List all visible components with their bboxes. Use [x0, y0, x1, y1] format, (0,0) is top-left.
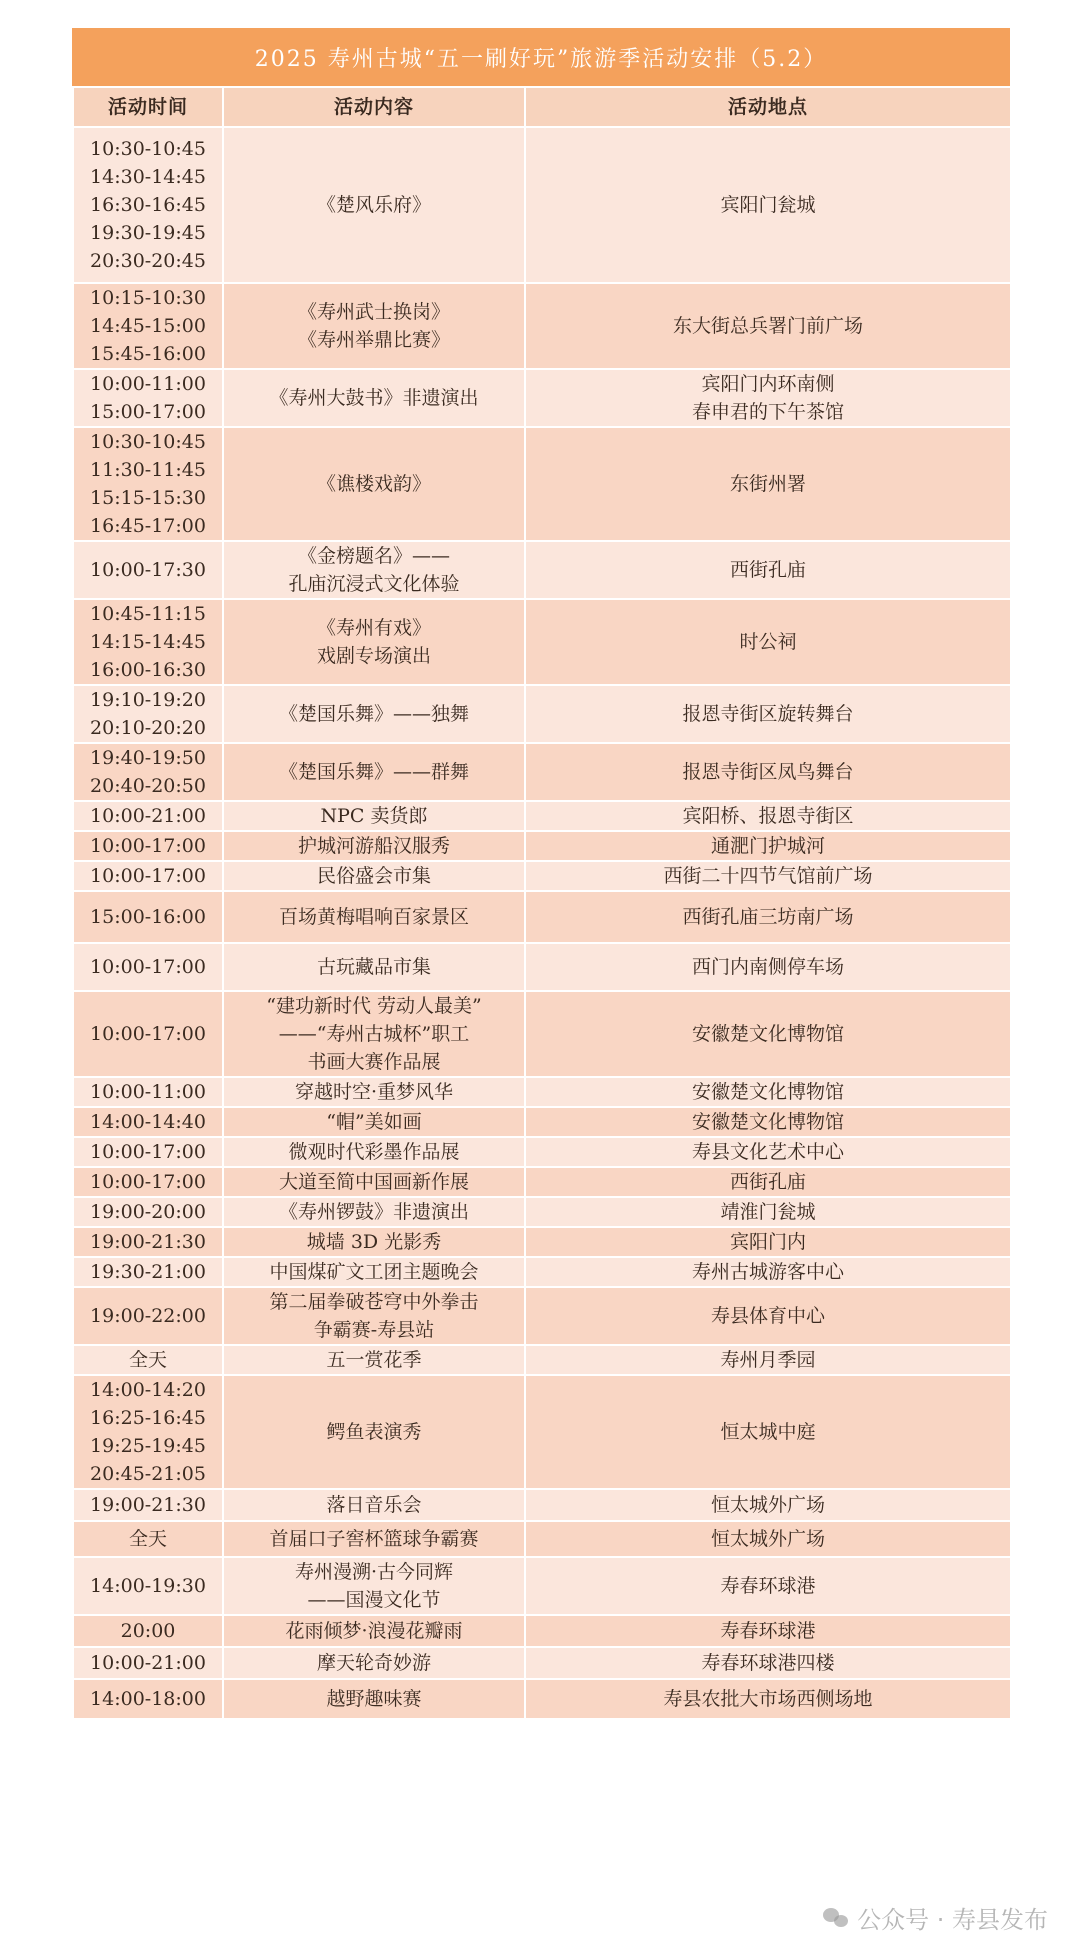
content-cell	[223, 127, 525, 283]
time-cell-line: 10:00-17:00	[90, 1023, 206, 1045]
content-cell-line: 大道至简中国画新作展	[278, 1171, 469, 1193]
content-cell	[223, 427, 525, 541]
content-cell-line: “帽”美如画	[326, 1111, 422, 1133]
time-cell	[73, 1521, 223, 1557]
time-cell	[73, 991, 223, 1077]
content-cell-line: 摩天轮奇妙游	[316, 1652, 431, 1674]
content-cell	[223, 943, 525, 991]
content-cell-line: ——国漫文化节	[307, 1589, 441, 1611]
time-cell	[73, 831, 223, 861]
time-cell	[73, 599, 223, 685]
content-cell-line: 首届口子窖杯篮球争霸赛	[269, 1528, 479, 1550]
time-cell-line: 10:30-10:45	[90, 431, 206, 453]
place-cell	[525, 943, 1011, 991]
table-row	[73, 427, 1011, 541]
content-cell-line: 《寿州大鼓书》非遗演出	[269, 387, 479, 409]
content-cell	[223, 599, 525, 685]
table-row	[73, 1137, 1011, 1167]
place-cell	[525, 1287, 1011, 1345]
place-cell-line: 西街孔庙	[729, 1171, 806, 1193]
content-cell-line: 五一赏花季	[326, 1349, 422, 1371]
place-cell	[525, 1615, 1011, 1647]
place-cell	[525, 427, 1011, 541]
content-cell	[223, 283, 525, 369]
place-cell-line: 恒太城外广场	[710, 1528, 825, 1550]
content-cell	[223, 861, 525, 891]
table-row	[73, 1521, 1011, 1557]
time-cell-line: 19:40-19:50	[90, 747, 206, 769]
time-cell	[73, 1137, 223, 1167]
place-cell-line: 报恩寺街区凤鸟舞台	[682, 761, 854, 783]
content-cell	[223, 1077, 525, 1107]
header-content: 活动内容	[223, 87, 525, 127]
time-cell-line: 19:00-22:00	[90, 1305, 206, 1327]
time-cell-line: 19:30-19:45	[90, 222, 206, 244]
time-cell-line: 14:00-14:40	[90, 1111, 206, 1133]
place-cell-line: 通淝门护城河	[710, 835, 825, 857]
time-cell	[73, 541, 223, 599]
time-cell	[73, 1489, 223, 1521]
content-cell	[223, 1107, 525, 1137]
table-row	[73, 1257, 1011, 1287]
table-row	[73, 599, 1011, 685]
content-cell	[223, 1345, 525, 1375]
place-cell-line: 西门内南侧停车场	[691, 956, 844, 978]
time-cell-line: 10:00-11:00	[90, 1081, 206, 1103]
content-cell-line: 越野趣味赛	[326, 1688, 422, 1710]
time-cell	[73, 801, 223, 831]
place-cell-line: 恒太城外广场	[710, 1494, 825, 1516]
content-cell	[223, 831, 525, 861]
place-cell-line: 寿州古城游客中心	[691, 1261, 844, 1283]
place-cell-line: 东街州署	[729, 473, 806, 495]
time-cell-line: 20:40-20:50	[90, 775, 206, 797]
content-cell-line: 穿越时空·重梦风华	[294, 1081, 454, 1103]
time-cell-line: 19:00-21:30	[90, 1231, 206, 1253]
content-cell	[223, 1615, 525, 1647]
table-row	[73, 991, 1011, 1077]
table-row	[73, 283, 1011, 369]
content-cell-line: 中国煤矿文工团主题晚会	[269, 1261, 479, 1283]
time-cell	[73, 743, 223, 801]
place-cell	[525, 1137, 1011, 1167]
schedule-rows	[73, 127, 1011, 1719]
time-cell	[73, 427, 223, 541]
content-cell	[223, 1679, 525, 1719]
time-cell-line: 20:45-21:05	[90, 1463, 206, 1485]
place-cell-line: 寿春环球港	[720, 1575, 816, 1597]
content-cell-line: 护城河游船汉服秀	[297, 835, 450, 857]
place-cell-line: 西街孔庙	[729, 559, 806, 581]
time-cell	[73, 685, 223, 743]
time-cell-line: 10:00-17:30	[90, 559, 206, 581]
content-cell-line: 孔庙沉浸式文化体验	[288, 573, 460, 595]
table-row	[73, 1107, 1011, 1137]
table-row	[73, 743, 1011, 801]
time-cell-line: 20:00	[120, 1620, 176, 1642]
place-cell-line: 宾阳门瓮城	[720, 194, 816, 216]
place-cell-line: 宾阳桥、报恩寺街区	[682, 805, 854, 827]
table-row	[73, 943, 1011, 991]
content-cell	[223, 1489, 525, 1521]
content-cell-line: NPC 卖货郎	[320, 805, 428, 827]
place-cell-line: 时公祠	[739, 631, 797, 653]
content-cell-line: 《寿州举鼎比赛》	[297, 329, 450, 351]
place-cell	[525, 127, 1011, 283]
content-cell	[223, 891, 525, 943]
time-cell-line: 16:30-16:45	[90, 194, 206, 216]
time-cell	[73, 1615, 223, 1647]
place-cell	[525, 1077, 1011, 1107]
wechat-icon	[823, 1908, 849, 1928]
schedule-sheet	[72, 28, 1010, 1720]
time-cell-line: 20:30-20:45	[90, 250, 206, 272]
content-cell-line: 《寿州有戏》	[316, 617, 431, 639]
time-cell-line: 19:30-21:00	[90, 1261, 206, 1283]
place-cell	[525, 369, 1011, 427]
time-cell	[73, 1345, 223, 1375]
place-cell-line: 西街二十四节气馆前广场	[663, 865, 873, 887]
time-cell-line: 14:30-14:45	[90, 166, 206, 188]
time-cell-line: 10:45-11:15	[90, 603, 206, 625]
table-row	[73, 891, 1011, 943]
place-cell	[525, 1557, 1011, 1615]
content-cell	[223, 1647, 525, 1679]
content-cell-line: 民俗盛会市集	[316, 865, 431, 887]
time-cell-line: 10:30-10:45	[90, 138, 206, 160]
table-row	[73, 1197, 1011, 1227]
time-cell	[73, 369, 223, 427]
time-cell	[73, 1107, 223, 1137]
time-cell-line: 19:25-19:45	[90, 1435, 206, 1457]
time-cell-line: 全天	[128, 1349, 167, 1371]
time-cell-line: 10:15-10:30	[90, 287, 206, 309]
table-row	[73, 1287, 1011, 1345]
place-cell	[525, 283, 1011, 369]
content-cell-line: 寿州漫溯·古今同辉	[294, 1561, 454, 1583]
time-cell	[73, 1647, 223, 1679]
place-cell-line: 安徽楚文化博物馆	[691, 1081, 844, 1103]
time-cell-line: 10:00-17:00	[90, 1171, 206, 1193]
place-cell-line: 宾阳门内	[729, 1231, 806, 1253]
place-cell	[525, 1489, 1011, 1521]
time-cell-line: 14:00-14:20	[90, 1379, 206, 1401]
time-cell	[73, 1679, 223, 1719]
content-cell-line: “建功新时代 劳动人最美”	[266, 995, 482, 1017]
time-cell	[73, 1167, 223, 1197]
schedule-title: 2025 寿州古城“五一刷好玩”旅游季活动安排（5.2）	[72, 28, 1010, 86]
content-cell	[223, 991, 525, 1077]
watermark-text: 公众号 · 寿县发布	[857, 1906, 1048, 1934]
place-cell	[525, 1167, 1011, 1197]
content-cell-line: 城墙 3D 光影秀	[306, 1231, 442, 1253]
time-cell-line: 15:45-16:00	[90, 343, 206, 365]
time-cell-line: 14:00-18:00	[90, 1688, 206, 1710]
content-cell-line: 百场黄梅唱响百家景区	[278, 906, 469, 928]
place-cell	[525, 1197, 1011, 1227]
content-cell-line: 花雨倾梦·浪漫花瓣雨	[285, 1620, 463, 1642]
content-cell	[223, 369, 525, 427]
time-cell-line: 16:00-16:30	[90, 659, 206, 681]
header-time: 活动时间	[73, 87, 223, 127]
content-cell	[223, 685, 525, 743]
time-cell	[73, 1375, 223, 1489]
place-cell-line: 东大街总兵署门前广场	[672, 315, 863, 337]
time-cell	[73, 1557, 223, 1615]
table-row	[73, 1489, 1011, 1521]
table-row	[73, 1679, 1011, 1719]
content-cell-line: 落日音乐会	[326, 1494, 422, 1516]
place-cell	[525, 861, 1011, 891]
content-cell-line: 《金榜题名》——	[297, 545, 450, 567]
place-cell-line: 西街孔庙三坊南广场	[682, 906, 854, 928]
place-cell-line: 寿县体育中心	[710, 1305, 825, 1327]
table-row	[73, 801, 1011, 831]
table-row	[73, 1557, 1011, 1615]
content-cell-line: 微观时代彩墨作品展	[288, 1141, 460, 1163]
content-cell-line: 书画大赛作品展	[307, 1051, 441, 1073]
content-cell	[223, 1227, 525, 1257]
place-cell	[525, 685, 1011, 743]
place-cell	[525, 831, 1011, 861]
place-cell-line: 寿春环球港	[720, 1620, 816, 1642]
table-row	[73, 541, 1011, 599]
time-cell-line: 11:30-11:45	[90, 459, 206, 481]
time-cell	[73, 127, 223, 283]
time-cell-line: 16:45-17:00	[90, 515, 206, 537]
content-cell	[223, 743, 525, 801]
time-cell	[73, 1257, 223, 1287]
time-cell	[73, 1197, 223, 1227]
table-header-row	[73, 87, 1011, 127]
table-row	[73, 685, 1011, 743]
place-cell	[525, 1647, 1011, 1679]
content-cell	[223, 1375, 525, 1489]
place-cell	[525, 599, 1011, 685]
time-cell-line: 15:15-15:30	[90, 487, 206, 509]
place-cell-line: 寿州月季园	[720, 1349, 816, 1371]
place-cell	[525, 1679, 1011, 1719]
watermark	[823, 1900, 1048, 1935]
place-cell	[525, 991, 1011, 1077]
time-cell	[73, 1287, 223, 1345]
time-cell-line: 20:10-20:20	[90, 717, 206, 739]
content-cell	[223, 1137, 525, 1167]
time-cell-line: 15:00-16:00	[90, 906, 206, 928]
place-cell-line: 寿春环球港四楼	[701, 1652, 835, 1674]
time-cell-line: 14:45-15:00	[90, 315, 206, 337]
table-row	[73, 831, 1011, 861]
table-row	[73, 1615, 1011, 1647]
time-cell-line: 14:15-14:45	[90, 631, 206, 653]
table-row	[73, 1375, 1011, 1489]
content-cell-line: 争霸赛-寿县站	[313, 1319, 435, 1341]
time-cell-line: 19:00-20:00	[90, 1201, 206, 1223]
time-cell-line: 19:10-19:20	[90, 689, 206, 711]
content-cell-line: 《寿州锣鼓》非遗演出	[278, 1201, 469, 1223]
time-cell	[73, 1077, 223, 1107]
time-cell-line: 10:00-17:00	[90, 956, 206, 978]
place-cell	[525, 1257, 1011, 1287]
content-cell-line: 《楚国乐舞》——独舞	[278, 703, 469, 725]
content-cell	[223, 1557, 525, 1615]
schedule-table	[72, 86, 1012, 1720]
place-cell-line: 报恩寺街区旋转舞台	[682, 703, 854, 725]
time-cell-line: 全天	[128, 1528, 167, 1550]
content-cell-line: 《楚国乐舞》——群舞	[278, 761, 469, 783]
time-cell	[73, 943, 223, 991]
table-row	[73, 1077, 1011, 1107]
table-row	[73, 1227, 1011, 1257]
header-place: 活动地点	[525, 87, 1011, 127]
content-cell-line: 第二届拳破苍穹中外拳击	[269, 1291, 479, 1313]
place-cell-line: 寿县文化艺术中心	[691, 1141, 844, 1163]
table-row	[73, 1345, 1011, 1375]
time-cell-line: 10:00-17:00	[90, 1141, 206, 1163]
table-row	[73, 1647, 1011, 1679]
place-cell-line: 安徽楚文化博物馆	[691, 1023, 844, 1045]
place-cell	[525, 1345, 1011, 1375]
content-cell	[223, 1197, 525, 1227]
table-row	[73, 369, 1011, 427]
content-cell	[223, 541, 525, 599]
place-cell-line: 寿县农批大市场西侧场地	[663, 1688, 873, 1710]
place-cell-line: 春申君的下午茶馆	[691, 401, 844, 423]
table-row	[73, 861, 1011, 891]
time-cell	[73, 283, 223, 369]
time-cell	[73, 891, 223, 943]
place-cell	[525, 1375, 1011, 1489]
content-cell	[223, 1257, 525, 1287]
place-cell	[525, 801, 1011, 831]
place-cell	[525, 1227, 1011, 1257]
content-cell-line: 戏剧专场演出	[316, 645, 431, 667]
content-cell-line: 鳄鱼表演秀	[326, 1421, 422, 1443]
place-cell-line: 宾阳门内环南侧	[701, 373, 835, 395]
place-cell	[525, 1107, 1011, 1137]
content-cell	[223, 1287, 525, 1345]
place-cell	[525, 743, 1011, 801]
content-cell	[223, 1521, 525, 1557]
content-cell-line: ——“寿州古城杯”职工	[278, 1023, 470, 1045]
content-cell-line: 《谯楼戏韵》	[316, 473, 431, 495]
place-cell	[525, 891, 1011, 943]
place-cell	[525, 1521, 1011, 1557]
time-cell-line: 19:00-21:30	[90, 1494, 206, 1516]
content-cell-line: 古玩藏品市集	[316, 956, 431, 978]
table-row	[73, 1167, 1011, 1197]
place-cell-line: 靖淮门瓮城	[720, 1201, 816, 1223]
time-cell	[73, 861, 223, 891]
time-cell-line: 16:25-16:45	[90, 1407, 206, 1429]
content-cell	[223, 1167, 525, 1197]
time-cell	[73, 1227, 223, 1257]
time-cell-line: 10:00-17:00	[90, 865, 206, 887]
time-cell-line: 10:00-21:00	[90, 1652, 206, 1674]
time-cell-line: 10:00-17:00	[90, 835, 206, 857]
content-cell	[223, 801, 525, 831]
content-cell-line: 《寿州武士换岗》	[297, 301, 450, 323]
content-cell-line: 《楚风乐府》	[316, 194, 431, 216]
place-cell-line: 安徽楚文化博物馆	[691, 1111, 844, 1133]
place-cell	[525, 541, 1011, 599]
place-cell-line: 恒太城中庭	[720, 1421, 816, 1443]
time-cell-line: 10:00-21:00	[90, 805, 206, 827]
time-cell-line: 14:00-19:30	[90, 1575, 206, 1597]
time-cell-line: 15:00-17:00	[90, 401, 206, 423]
time-cell-line: 10:00-11:00	[90, 373, 206, 395]
table-row	[73, 127, 1011, 283]
